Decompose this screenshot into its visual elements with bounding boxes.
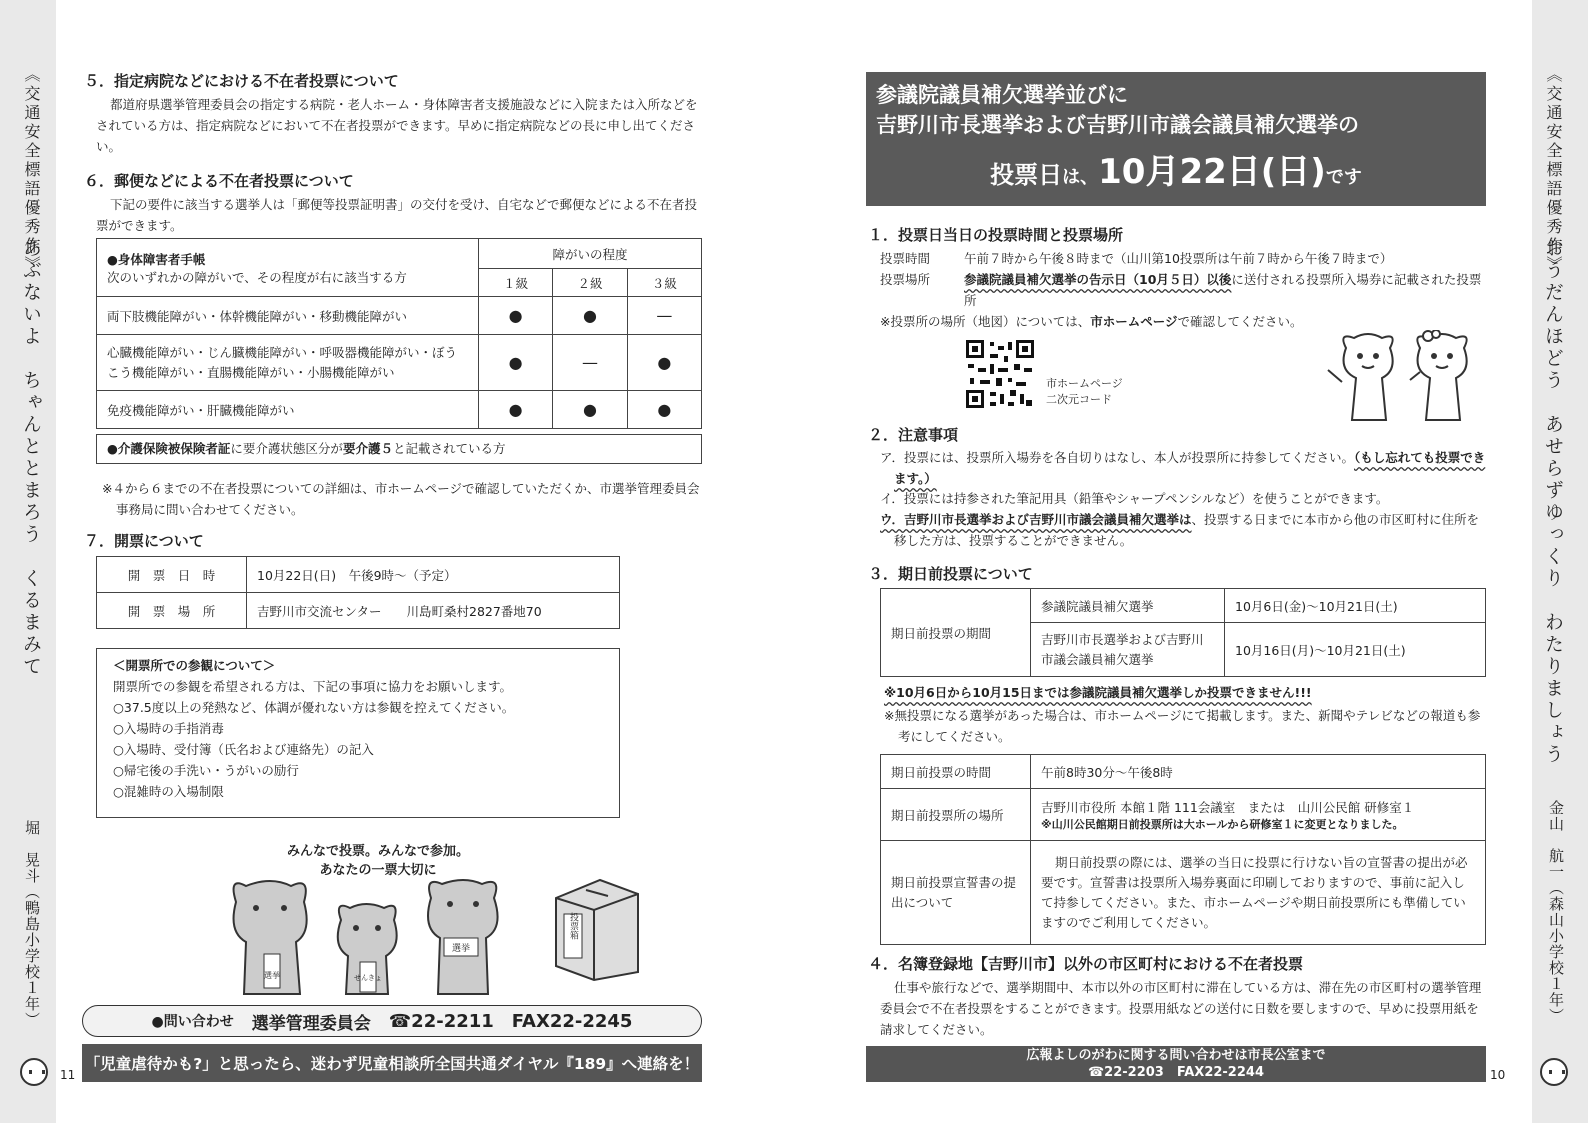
disability-mark: —	[627, 297, 701, 335]
counting-date-label: 開 票 日 時	[97, 557, 247, 593]
qr-code-icon[interactable]	[964, 338, 1036, 410]
early-place-value: 吉野川市役所 本館１階 111会議室 または 山川公民館 研修室１	[1041, 799, 1415, 815]
observation-item: ○入場時の手指消毒	[113, 721, 224, 736]
badge-3-text: 選挙	[451, 944, 471, 954]
no-contest-note: ※無投票になる選挙があった場合は、市ホームページにて掲載します。また、新聞やテレビなどの報道も参考にしてください。	[884, 708, 1481, 744]
section-5-heading: ５．指定病院などにおける不在者投票について	[84, 72, 399, 90]
section-6-body: 下記の要件に該当する選挙人は「郵便等投票証明書」の交付を受け、自宅などで郵便などによる不在者投票ができます。	[96, 197, 698, 233]
grade-1: １級	[479, 269, 553, 297]
disability-mark: ●	[553, 297, 627, 335]
disability-mark: —	[553, 335, 627, 391]
notice-a-bold: （もし忘れても投票できます。）	[894, 450, 1486, 486]
city-mascots-illustration	[1324, 330, 1484, 426]
observation-box	[96, 648, 620, 818]
disability-mark: ●	[627, 391, 701, 429]
vote-place-row	[880, 269, 1490, 311]
title-wa: は、	[1062, 167, 1099, 188]
disability-table-subtitle: 次のいずれかの障がいで、その程度が右に該当する方	[107, 269, 407, 285]
title-line-2: 吉野川市長選挙および吉野川市議会議員補欠選挙の	[876, 113, 1359, 137]
page-number-left: 11	[60, 1068, 76, 1082]
note-4-6: ※４から６までの不在者投票についての詳細は、市ホームページで確認していただくか、市選挙管理委員会事務局に問い合わせてください。	[102, 481, 700, 517]
badge-2-text: せんきょ	[354, 974, 382, 982]
r-section-4-heading: ４．名簿登録地【吉野川市】以外の市区町村における不在者投票	[868, 955, 1304, 973]
disability-row-label: 免疫機能障がい・肝臓機能障がい	[97, 391, 479, 429]
title-vote-day: 投票日	[990, 161, 1063, 189]
r-section-2-heading: ２．注意事項	[868, 426, 959, 444]
qr-caption-1: 市ホームページ	[1046, 377, 1123, 390]
qr-caption	[1046, 376, 1123, 408]
disability-mark: ●	[479, 335, 553, 391]
degree-header: 障がいの程度	[479, 239, 702, 269]
right-slogan: おうだんほどう あせらずゆっくり わたりましょう	[1542, 238, 1564, 766]
counting-place-value: 吉野川市交流センター 川島町桑村2827番地70	[247, 593, 620, 629]
early-place-note: ※山川公民館期日前投票所は大ホールから研修室１に変更となりました。	[1041, 817, 1404, 831]
vote-time-value: 午前７時から午後８時まで（山川第10投票所は午前７時から午後７時まで）	[964, 251, 1393, 266]
page-11	[56, 0, 800, 1123]
left-slogan-title: 《交通安全標語優秀作》	[22, 66, 41, 275]
r-section-4-body: 仕事や旅行などで、選挙期間中、本市以外の市区町村に滞在している方は、滞在先の市区町村の選挙管理委員会で不在者投票をすることができます。投票用紙などの送付に日数を要しますので、早めに投票用紙を請求してください。	[880, 980, 1482, 1037]
early-time-value: 午前8時30分〜午後8時	[1031, 755, 1486, 789]
vote-place-note	[880, 311, 1303, 332]
title-line-1: 参議院議員補欠選挙並びに	[876, 83, 1128, 107]
pr-footer-line-1: 広報よしのがわに関する問い合わせは市長公室まで	[1026, 1048, 1326, 1063]
early-vote-warning-text: ※10月6日から10月15日までは参議院議員補欠選挙しか投票できません!!!	[884, 685, 1312, 700]
early-vote-info-table	[880, 754, 1486, 945]
notice-u	[880, 509, 1486, 551]
vote-time-label: 投票時間	[880, 251, 931, 266]
disability-row-label: 心臓機能障がい・じん臓機能障がい・呼吸器機能障がい・ぼうこう機能障がい・直腸機能障がい・小腸機能障がい	[97, 335, 479, 391]
grade-3: ３級	[627, 269, 701, 297]
page-number-right: 10	[1490, 1068, 1506, 1082]
page-10	[800, 0, 1532, 1123]
contact-org: 選挙管理委員会	[251, 1013, 371, 1034]
vote-place-value	[964, 269, 1490, 311]
title-desu: です	[1325, 167, 1362, 188]
qr-caption-2: 二次元コード	[1046, 393, 1112, 406]
left-slogan: あぶないよ ちゃんととまろう くるまみて	[20, 238, 42, 678]
oath-label: 期日前投票宣誓書の提出について	[881, 841, 1031, 945]
section-6-heading: ６．郵便などによる不在者投票について	[84, 172, 354, 190]
care-mid: に要介護状態区分が	[230, 441, 343, 456]
notice-i: イ．投票には持参された筆記用具（鉛筆やシャープペンシルなど）を使うことができます。	[880, 491, 1389, 506]
ballot-box-text: 投票箱	[568, 912, 578, 940]
observation-item: ○37.5度以上の発熱など、体調が優れない方は参観を控えてください。	[113, 700, 515, 715]
contact-fax: FAX22-2245	[511, 1010, 633, 1032]
disability-row-label: 両下肢機能障がい・体幹機能障がい・移動機能障がい	[97, 297, 479, 335]
child-abuse-banner: 「児童虐待かも?」と思ったら、迷わず児童相談所全国共通ダイヤル『189』へ連絡を！	[82, 1044, 702, 1082]
contact-label: ●問い合わせ	[151, 1014, 234, 1030]
early-place-label: 期日前投票所の場所	[881, 789, 1031, 841]
disability-table-title-cell	[97, 239, 479, 297]
notice-u-text: 、投票する日までに本市から他の市区町村に住所を移した方は、投票することができません。	[894, 512, 1480, 548]
section-5-body: 都道府県選挙管理委員会の指定する病院・老人ホーム・身体障害者支援施設などに入院または入所などをされている方は、指定病院などにおいて不在者投票ができます。早めに指定病院などの長に申し出てください。	[96, 97, 698, 154]
counting-table	[96, 556, 620, 629]
disability-mark: ●	[479, 391, 553, 429]
title-line-3	[876, 144, 1476, 193]
contact-tel[interactable]: ☎22-2211	[388, 1010, 494, 1032]
note-a: ※投票所の場所（地図）については、	[880, 314, 1091, 329]
care-tail: と記載されている方	[392, 441, 506, 456]
contact-bar	[82, 1005, 702, 1037]
period-dates: 10月6日(金)〜10月21日(土)	[1225, 589, 1486, 623]
left-slogan-author: 堀 晃斗（鴨島小学校１年）	[23, 820, 41, 1028]
disability-mark: ●	[553, 391, 627, 429]
care-bold-1: ●介護保険被保険者証	[107, 441, 231, 456]
disability-mark: ●	[479, 297, 553, 335]
grade-2: ２級	[553, 269, 627, 297]
mascot-icon-left	[20, 1058, 48, 1086]
observation-item: ○混雑時の入場制限	[113, 784, 224, 799]
right-slogan-author: 金山 航一（森山小学校１年）	[1547, 800, 1565, 1024]
early-vote-period-table	[880, 588, 1486, 677]
early-place-cell	[1031, 789, 1486, 841]
observation-item: ○入場時、受付簿（氏名および連絡先）の記入	[113, 742, 374, 757]
homepage-link[interactable]: 市ホームページ	[1090, 314, 1178, 329]
observation-item: ○帰宅後の手洗い・うがいの励行	[113, 763, 299, 778]
period-label: 期日前投票の期間	[881, 589, 1031, 677]
counting-date-value: 10月22日(日) 午後9時〜（予定）	[247, 557, 620, 593]
notice-u-bold: ウ．吉野川市長選挙および吉野川市議会議員補欠選挙は	[880, 512, 1192, 527]
disability-table-title: ●身体障害者手帳	[107, 251, 206, 267]
early-vote-warning	[884, 682, 1312, 703]
title-banner	[866, 72, 1486, 206]
disability-mark: ●	[627, 335, 701, 391]
period-dates: 10月16日(月)〜10月21日(土)	[1225, 623, 1486, 677]
ballot-box-illustration	[550, 874, 642, 982]
vote-place-emphasis: 参議院議員補欠選挙の告示日（10月５日）以後	[964, 272, 1232, 287]
section-7-heading: ７．開票について	[84, 532, 204, 550]
oath-value: 期日前投票の際には、選挙の当日に投票に行けない旨の宣誓書の提出が必要です。宣誓書は投票所入場券裏面に印刷しておりますので、事前に記入して持参してください。また、市ホームページや期日前投票所にも準備していますのでご利用してください。	[1031, 841, 1486, 945]
r-section-3-heading: ３．期日前投票について	[868, 565, 1033, 583]
pr-footer-line-2: ☎22-2203 FAX22-2244	[1087, 1065, 1264, 1080]
period-election: 参議院議員補欠選挙	[1031, 589, 1225, 623]
note-c: で確認してください。	[1177, 314, 1303, 329]
illustration-caption-1: みんなで投票。みんなで参加。	[286, 844, 469, 859]
counting-place-label: 開 票 場 所	[97, 593, 247, 629]
election-mascots-illustration	[216, 872, 556, 1002]
illustration-caption-2: あなたの一票大切に	[319, 863, 437, 878]
disability-table	[96, 238, 702, 429]
notice-a	[880, 447, 1486, 489]
r-section-1-heading: １．投票日当日の投票時間と投票場所	[868, 226, 1124, 244]
vote-place-label: 投票場所	[880, 272, 931, 287]
observation-intro: 開票所での参観を希望される方は、下記の事項に協力をお願いします。	[113, 679, 513, 694]
mascot-icon-right	[1540, 1058, 1568, 1086]
observation-title: ＜開票所での参観について＞	[113, 658, 276, 673]
pr-footer	[866, 1046, 1486, 1082]
badge-1-text: 選挙	[264, 971, 280, 980]
title-date: 10月22日(日)	[1098, 152, 1326, 192]
period-election: 吉野川市長選挙および吉野川市議会議員補欠選挙	[1031, 623, 1225, 677]
vote-place-rest: に送付される投票所入場券に記載された投票所	[964, 272, 1482, 308]
care-insurance-box	[96, 434, 702, 464]
right-slogan-title: 《交通安全標語優秀作》	[1544, 66, 1563, 275]
vote-time-row	[880, 248, 1392, 269]
early-time-label: 期日前投票の時間	[881, 755, 1031, 789]
notice-a-text: ア．投票には、投票所入場券を各自切りはなし、本人が投票所に持参してください。	[880, 450, 1355, 465]
care-bold-2: 要介護５	[342, 441, 393, 456]
